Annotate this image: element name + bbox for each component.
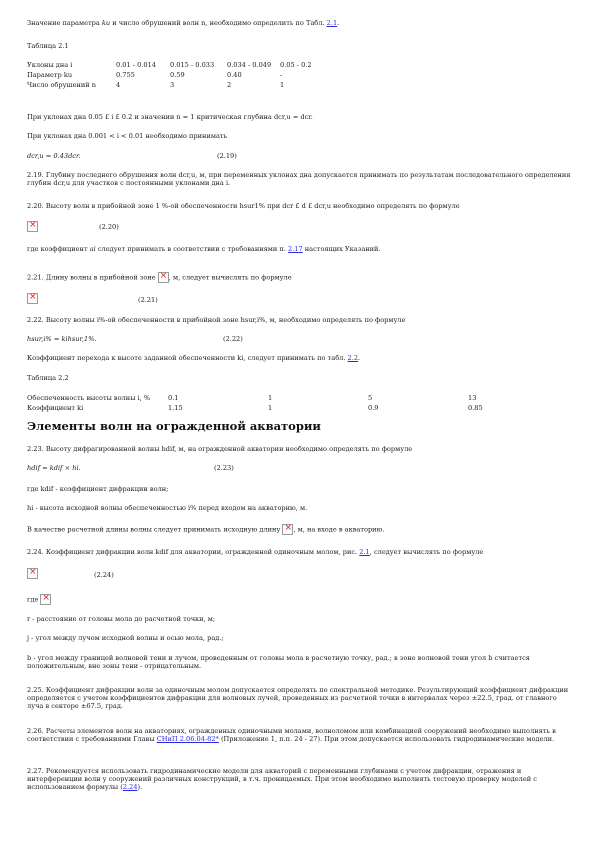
table-cell: 1 <box>268 404 273 413</box>
equation-number-2-24: (2.24) <box>94 571 114 579</box>
ku-symbol: ku <box>101 19 111 27</box>
table-cell: 0.59 <box>170 71 185 80</box>
intro-paragraph <box>27 20 339 28</box>
section-heading: Элементы волн на огражденной акватории <box>27 419 321 433</box>
table-cell: 5 <box>368 394 373 402</box>
table-cell: 0.034 - 0.049 <box>227 61 272 69</box>
snip-link[interactable]: СНиП 2.06.04-82* <box>156 734 219 743</box>
table-cell: 0.1 <box>168 394 179 402</box>
intro-text-end: . <box>337 19 340 27</box>
broken-image-icon <box>27 221 38 232</box>
equation-number-2-20: (2.20) <box>99 223 119 231</box>
text: ). <box>137 782 143 791</box>
table-cell: 13 <box>468 394 477 402</box>
text: В качестве расчетной длины волны следует принимать исходную длину <box>27 525 283 534</box>
paragraph-2-20-note <box>27 246 381 254</box>
table-cell: Уклоны дна i <box>27 61 73 69</box>
table-cell: Обеспеченность высоты волны i, % <box>27 394 151 402</box>
paragraph-2-20: 2.20. Высоту волн в прибойной зоне 1 %-ой обеспеченности hsur1% при dcr £ d £ dcr,u необходимо определять по формуле <box>27 202 460 210</box>
table-row <box>27 70 330 80</box>
table-cell: 1.15 <box>168 404 183 413</box>
broken-image-icon <box>27 568 38 579</box>
text: 2.27. Рекомендуется использовать гидродинамические модели для акваторий с переменными глубинами с учетом дифракции, отражения и интерференции волн у сооружений различных конструкций, в т.ч. проницаемых. При этом необходимо выполнять тестовую проверку моделей с использованием формулы ( <box>27 767 537 791</box>
text: (Приложение 1, п.п. 24 - 27). При этом допускается использовать гидродинамические модели. <box>218 734 555 743</box>
table-2-1-title: Таблица 2.1 <box>27 42 69 50</box>
equation-number: (2.22) <box>223 335 243 343</box>
table-cell: 2 <box>227 81 232 90</box>
paragraph-2-24 <box>27 549 483 557</box>
table-cell: 0.85 <box>468 404 483 413</box>
text: где <box>27 595 39 604</box>
table-row <box>27 60 330 70</box>
equation-2-22 <box>27 335 243 344</box>
ai-symbol: ai <box>89 245 96 253</box>
paragraph-r-def: r - расстояние от головы мола до расчетной точки, м; <box>27 615 216 623</box>
table-cell: 0.015 - 0.033 <box>170 61 215 69</box>
paragraph-j-def: j - угол между лучом исходной волны и осью мола, рад.; <box>27 634 224 642</box>
paragraph-2-26 <box>27 728 572 744</box>
equation-text: hdif = kdif × hi. <box>27 464 81 472</box>
text: 2.24. Коэффициент дифракции волн kdif для акватории, огражденной одиночным молом, рис. <box>27 548 360 556</box>
slope-paragraph-2: При уклонах дна 0.001 < i < 0.01 необходимо принимать <box>27 132 228 140</box>
table-row <box>27 403 508 413</box>
broken-image-icon <box>27 293 38 304</box>
table-cell: 0.01 - 0.014 <box>116 61 156 69</box>
table-cell: - <box>280 71 283 80</box>
text: следует принимать в соответствии с требованиями п. <box>95 245 288 253</box>
text: 2.21. Длину волны в прибойной зоне <box>27 273 158 282</box>
intro-text-mid: и число обрушений волн n, необходимо определить по Табл. <box>110 19 327 27</box>
paragraph-2-25: 2.25. Коэффициент дифракции волн за одиночным молом допускается определять по спектральной методике. Результирующий коэффициент дифракции определяется с учетом коэффициентов дифракции для волновых лучей, проведенных из расчетной точки в интервалах через ±22.5, град. от главного луча в секторе ±67.5, град. <box>27 686 569 710</box>
table-row <box>27 80 330 90</box>
paragraph-hi-def: hi - высота исходной волны обеспеченностью i% перед входом на акваторию, м. <box>27 504 308 512</box>
broken-image-icon <box>158 272 169 283</box>
section-2-17-link[interactable]: 2.17 <box>288 245 303 253</box>
formula-2-24-link[interactable]: 2.24 <box>122 782 138 791</box>
table-2-2 <box>27 393 508 413</box>
paragraph-wave-length <box>27 524 384 535</box>
text: . <box>358 354 361 362</box>
table-cell: Коэффициент ki <box>27 404 84 413</box>
paragraph-where <box>27 594 51 605</box>
table-2-2-link[interactable]: 2.2 <box>347 354 359 362</box>
broken-image-icon <box>40 594 51 605</box>
table-cell: Число обрушений n <box>27 81 97 90</box>
table-cell: 4 <box>116 81 121 90</box>
text: 2.26. Расчеты элементов волн на акваториях, огражденных одиночными молами, волноломом или комбинацией сооружений необходимо выполнять в соответствии с требованиями Главы <box>27 727 556 743</box>
text: , следует вычислять по формуле <box>369 548 484 556</box>
equation-text: dcr,u = 0.43dcr. <box>27 152 81 160</box>
table-2-1-link[interactable]: 2.1 <box>326 19 338 27</box>
equation-2-23 <box>27 464 234 473</box>
table-cell: 0.05 - 0.2 <box>280 61 312 69</box>
equation-number: (2.19) <box>217 152 237 160</box>
intro-text: Значение параметра <box>27 19 102 27</box>
equation-number: (2.23) <box>214 464 234 472</box>
table-cell: 0.9 <box>368 404 379 413</box>
paragraph-2-22: 2.22. Высоту волны i%-ой обеспеченности в прибойной зоне hsur,i%, м, необходимо определять по формуле <box>27 316 406 324</box>
paragraph-2-22-note <box>27 355 360 363</box>
text: , м, на входе в акваторию. <box>293 525 385 534</box>
table-cell: 1 <box>280 81 285 90</box>
figure-2-1-link[interactable]: 2.1 <box>359 548 370 556</box>
table-cell: 0.755 <box>116 71 135 80</box>
equation-2-19 <box>27 152 237 161</box>
paragraph-2-19: 2.19. Глубину последнего обрушения волн dcr,u, м, при переменных уклонах дна допускается принимать по результатам последовательного определения глубин dcr,u для участков с постоянными уклонами дна i. <box>27 171 571 187</box>
table-2-1 <box>27 60 330 91</box>
paragraph-b-def: b - угол между границей волновой тени и лучом, проведенным от головы мола в расчетную точку, рад.; в зоне волновой тени угол b считается положительным, вне зоны тени - отрицательным. <box>27 654 530 670</box>
table-cell: Параметр ku <box>27 71 73 80</box>
broken-image-icon <box>282 524 293 535</box>
text: где коэффициент <box>27 245 90 253</box>
paragraph-2-21 <box>27 272 292 283</box>
text: Коэффициент перехода к высоте заданной обеспеченности ki, следует принимать по табл. <box>27 354 348 362</box>
equation-text: hsur,i% = kihsur,1%. <box>27 335 97 343</box>
table-cell: 1 <box>268 394 273 402</box>
paragraph-2-23: 2.23. Высоту дифрагированной волны hdif, м, на огражденной акватории необходимо определять по формуле <box>27 445 413 453</box>
equation-number-2-21: (2.21) <box>138 296 158 304</box>
table-row <box>27 393 508 403</box>
table-2-2-title: Таблица 2.2 <box>27 374 69 382</box>
text: , м, следует вычислять по формуле <box>168 273 292 282</box>
paragraph-2-27 <box>27 768 572 792</box>
table-cell: 0.40 <box>227 71 242 80</box>
paragraph-kdif-def: где kdif - коэффициент дифракции волн; <box>27 485 169 493</box>
table-cell: 3 <box>170 81 175 90</box>
text: настоящих Указаний. <box>302 245 381 253</box>
slope-paragraph: При уклонах дна 0.05 £ i £ 0.2 и значении n = 1 критическая глубина dcr,u = dcr. <box>27 113 313 121</box>
